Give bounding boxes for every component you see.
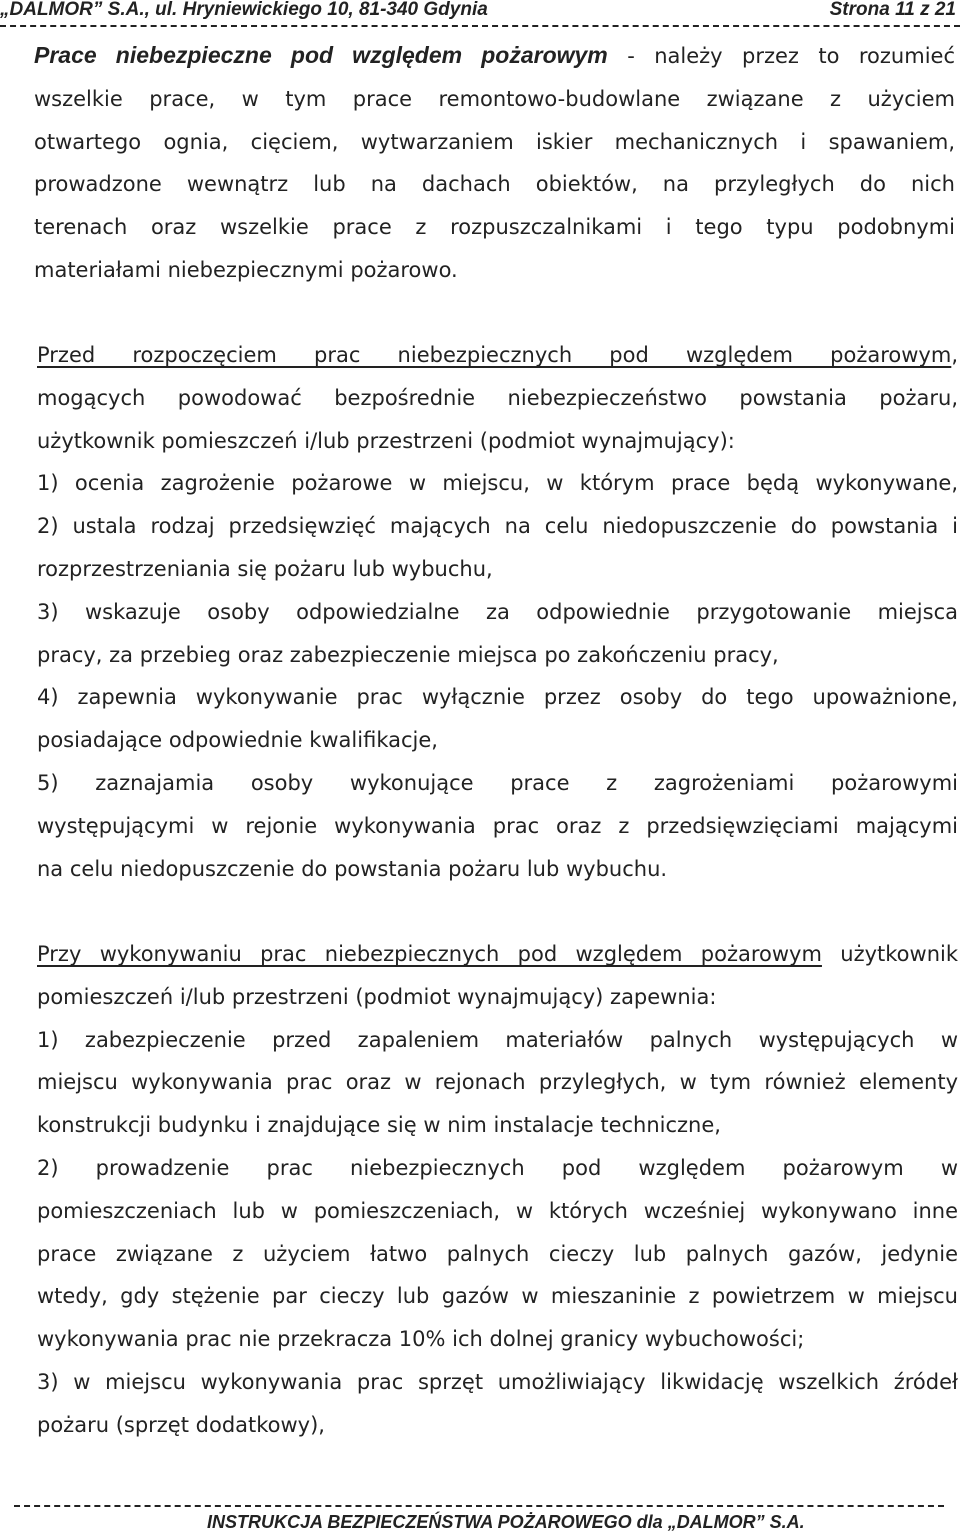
list-item-continuation: na celu niedopuszczenie do powstania pożaru lub wybuchu.: [37, 856, 668, 881]
paragraph-line: wszelkie prace, w tym prace remontowo-budowlane związane z użyciem: [34, 86, 955, 111]
list-item: 1) ocenia zagrożenie pożarowe w miejscu, w którym prace będą wykonywane,: [37, 471, 958, 496]
list-item-continuation: konstrukcji budynku i znajdujące się w nim instalacje techniczne,: [37, 1113, 721, 1138]
paragraph-line: otwartego ognia, cięciem, wytwarzaniem iskier mechanicznych i spawaniem,: [34, 129, 955, 154]
list-item-continuation: wtedy, gdy stężenie par cieczy lub gazów w mieszaninie z powietrzem w miejscu: [37, 1284, 958, 1309]
list-item-continuation: pożaru (sprzęt dodatkowy),: [37, 1412, 325, 1437]
list-item-continuation: występującymi w rejonie wykonywania prac oraz z przedsięwzięciami mającymi: [37, 813, 958, 838]
paragraph-line: Przy wykonywaniu prac niebezpiecznych pod względem pożarowym użytkownik: [37, 942, 958, 966]
list-item: 5) zaznajamia osoby wykonujące prace z zagrożeniami pożarowymi: [37, 770, 958, 795]
paragraph-line: użytkownik pomieszczeń i/lub przestrzeni (podmiot wynajmujący):: [37, 428, 735, 453]
footer-document-title: INSTRUKCJA BEZPIECZEŃSTWA POŻAROWEGO dla „DALMOR” S.A.: [207, 1512, 805, 1532]
footer-divider: [14, 1505, 944, 1507]
list-item: 2) prowadzenie prac niebezpiecznych pod względem pożarowym w: [37, 1155, 958, 1180]
header-page-number: Strona 11 z 21: [829, 0, 956, 20]
section-heading: Przy wykonywaniu prac niebezpiecznych pod względem pożarowym: [37, 942, 822, 966]
defined-term: Prace niebezpieczne pod względem pożarowym: [34, 42, 608, 68]
page-footer: [0, 1495, 960, 1537]
list-item-continuation: wykonywania prac nie przekracza 10% ich dolnej granicy wybuchowości;: [37, 1327, 805, 1352]
list-item: 4) zapewnia wykonywanie prac wyłącznie przez osoby do tego upoważnione,: [37, 685, 958, 710]
paragraph-line: Prace niebezpieczne pod względem pożarowym - należy przez to rozumieć: [34, 42, 955, 68]
list-item: 2) ustala rodzaj przedsięwzięć mających na celu niedopuszczenie do powstania i: [37, 514, 958, 539]
list-item-continuation: prace związane z użyciem łatwo palnych cieczy lub palnych gazów, jedynie: [37, 1241, 958, 1266]
list-item: 1) zabezpieczenie przed zapaleniem materiałów palnych występujących w: [37, 1027, 958, 1052]
paragraph-line: materiałami niebezpiecznymi pożarowo.: [34, 257, 458, 282]
list-item-continuation: rozprzestrzeniania się pożaru lub wybuchu,: [37, 556, 493, 581]
paragraph-line: prowadzone wewnątrz lub na dachach obiektów, na przyległych do nich: [34, 172, 955, 197]
list-item: 3) w miejscu wykonywania prac sprzęt umożliwiający likwidację wszelkich źródeł: [37, 1369, 958, 1394]
paragraph-line: Przed rozpoczęciem prac niebezpiecznych pod względem pożarowym,: [37, 343, 958, 367]
list-item-continuation: pracy, za przebieg oraz zabezpieczenie miejsca po zakończeniu pracy,: [37, 642, 779, 667]
header-company-address: „DALMOR” S.A., ul. Hryniewickiego 10, 81-340 Gdynia: [0, 0, 488, 20]
list-item-continuation: pomieszczeniach lub w pomieszczeniach, w których wcześniej wykonywano inne: [37, 1198, 958, 1223]
list-item-continuation: miejscu wykonywania prac oraz w rejonach przyległych, w tym również elementy: [37, 1070, 958, 1095]
paragraph-during-work: [37, 933, 958, 1447]
list-item-continuation: posiadające odpowiednie kwalifikacje,: [37, 728, 438, 753]
paragraph-line: terenach oraz wszelkie prace z rozpuszczalnikami i tego typu podobnymi: [34, 215, 955, 240]
list-item: 3) wskazuje osoby odpowiedzialne za odpowiednie przygotowanie miejsca: [37, 599, 958, 624]
paragraph-definition: [34, 34, 955, 292]
paragraph-before-work: [37, 334, 958, 890]
section-heading: Przed rozpoczęciem prac niebezpiecznych pod względem pożarowym: [37, 343, 952, 367]
paragraph-line: pomieszczeń i/lub przestrzeni (podmiot wynajmujący) zapewnia:: [37, 984, 717, 1009]
paragraph-line: mogących powodować bezpośrednie niebezpieczeństwo powstania pożaru,: [37, 385, 958, 410]
